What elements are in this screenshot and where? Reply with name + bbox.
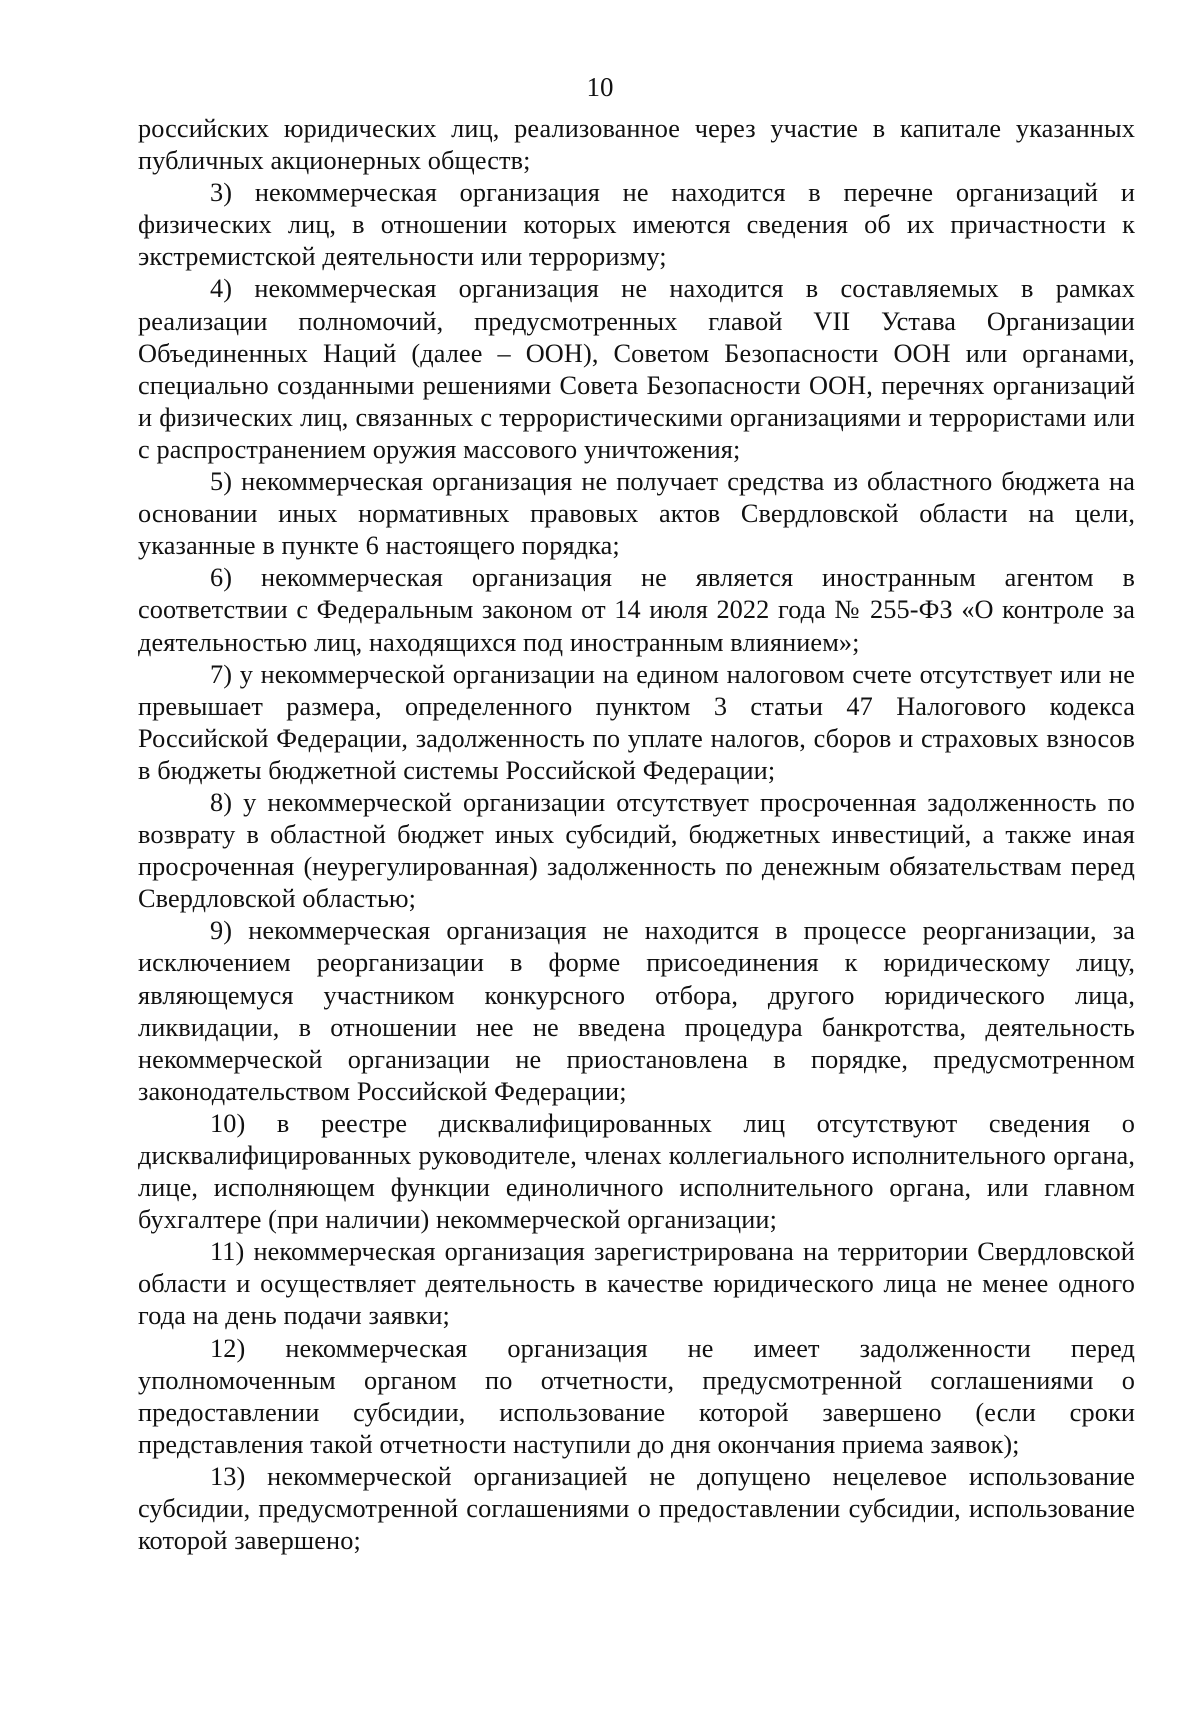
paragraph-continuation: российских юридических лиц, реализованное через участие в капитале указанных публичных акционерных обществ; xyxy=(138,114,1135,176)
document-body xyxy=(138,113,1135,1557)
page-number: 10 xyxy=(586,72,614,102)
paragraph-item-4: 4) некоммерческая организация не находится в составляемых в рамках реализации полномочий, предусмотренных главой VII Устава Организации Объединенных Наций (далее – ООН), Советом Безопасности ООН или органами, специально созданными решениями Совета Безопасности ООН, перечнях организаций и физических лиц, связанных с террористическими организациями и террористами или с распространением оружия массового уничтожения; xyxy=(138,274,1135,464)
paragraph-item-10: 10) в реестре дисквалифицированных лиц отсутствуют сведения о дисквалифицированных руководителе, членах коллегиального исполнительного органа, лице, исполняющем функции единоличного исполнительного органа, или главном бухгалтере (при наличии) некоммерческой организации; xyxy=(138,1108,1135,1235)
paragraph-item-5: 5) некоммерческая организация не получает средства из областного бюджета на основании иных нормативных правовых актов Свердловской области на цели, указанные в пункте 6 настоящего порядка; xyxy=(138,467,1135,561)
paragraph-item-7: 7) у некоммерческой организации на едином налоговом счете отсутствует или не превышает размера, определенного пунктом 3 статьи 47 Налогового кодекса Российской Федерации, задолженность по уплате налогов, сборов и страховых взносов в бюджеты бюджетной системы Российской Федерации; xyxy=(138,659,1135,785)
paragraph-item-9: 9) некоммерческая организация не находится в процессе реорганизации, за исключением реорганизации в форме присоединения к юридическому лицу, являющемуся участником конкурсного отбора, другого юридического лица, ликвидации, в отношении нее не введена процедура банкротства, деятельность некоммерческой организации не приостановлена в порядке, предусмотренном законодательством Российской Федерации; xyxy=(138,916,1135,1106)
paragraph-item-12: 12) некоммерческая организация не имеет задолженности перед уполномоченным органом по отчетности, предусмотренной соглашениями о предоставлении субсидии, использование которой завершено (если сроки представления такой отчетности наступили до дня окончания приема заявок); xyxy=(138,1333,1135,1459)
paragraph-item-8: 8) у некоммерческой организации отсутствует просроченная задолженность по возврату в областной бюджет иных субсидий, бюджетных инвестиций, а также иная просроченная (неурегулированная) задолженность по денежным обязательствам перед Свердловской областью; xyxy=(138,787,1135,914)
paragraph-item-11: 11) некоммерческая организация зарегистрирована на территории Свердловской области и осуществляет деятельность в качестве юридического лица не менее одного года на день подачи заявки; xyxy=(138,1237,1135,1331)
paragraph-item-6: 6) некоммерческая организация не является иностранным агентом в соответствии с Федеральным законом от 14 июля 2022 года № 255-ФЗ «О контроле за деятельностью лиц, находящихся под иностранным влиянием»; xyxy=(138,563,1135,657)
paragraph-item-13: 13) некоммерческой организацией не допущено нецелевое использование субсидии, предусмотренной соглашениями о предоставлении субсидии, использование которой завершено; xyxy=(138,1461,1135,1556)
paragraph-item-3: 3) некоммерческая организация не находится в перечне организаций и физических лиц, в отношении которых имеются сведения об их причастности к экстремистской деятельности или терроризму; xyxy=(138,178,1135,272)
